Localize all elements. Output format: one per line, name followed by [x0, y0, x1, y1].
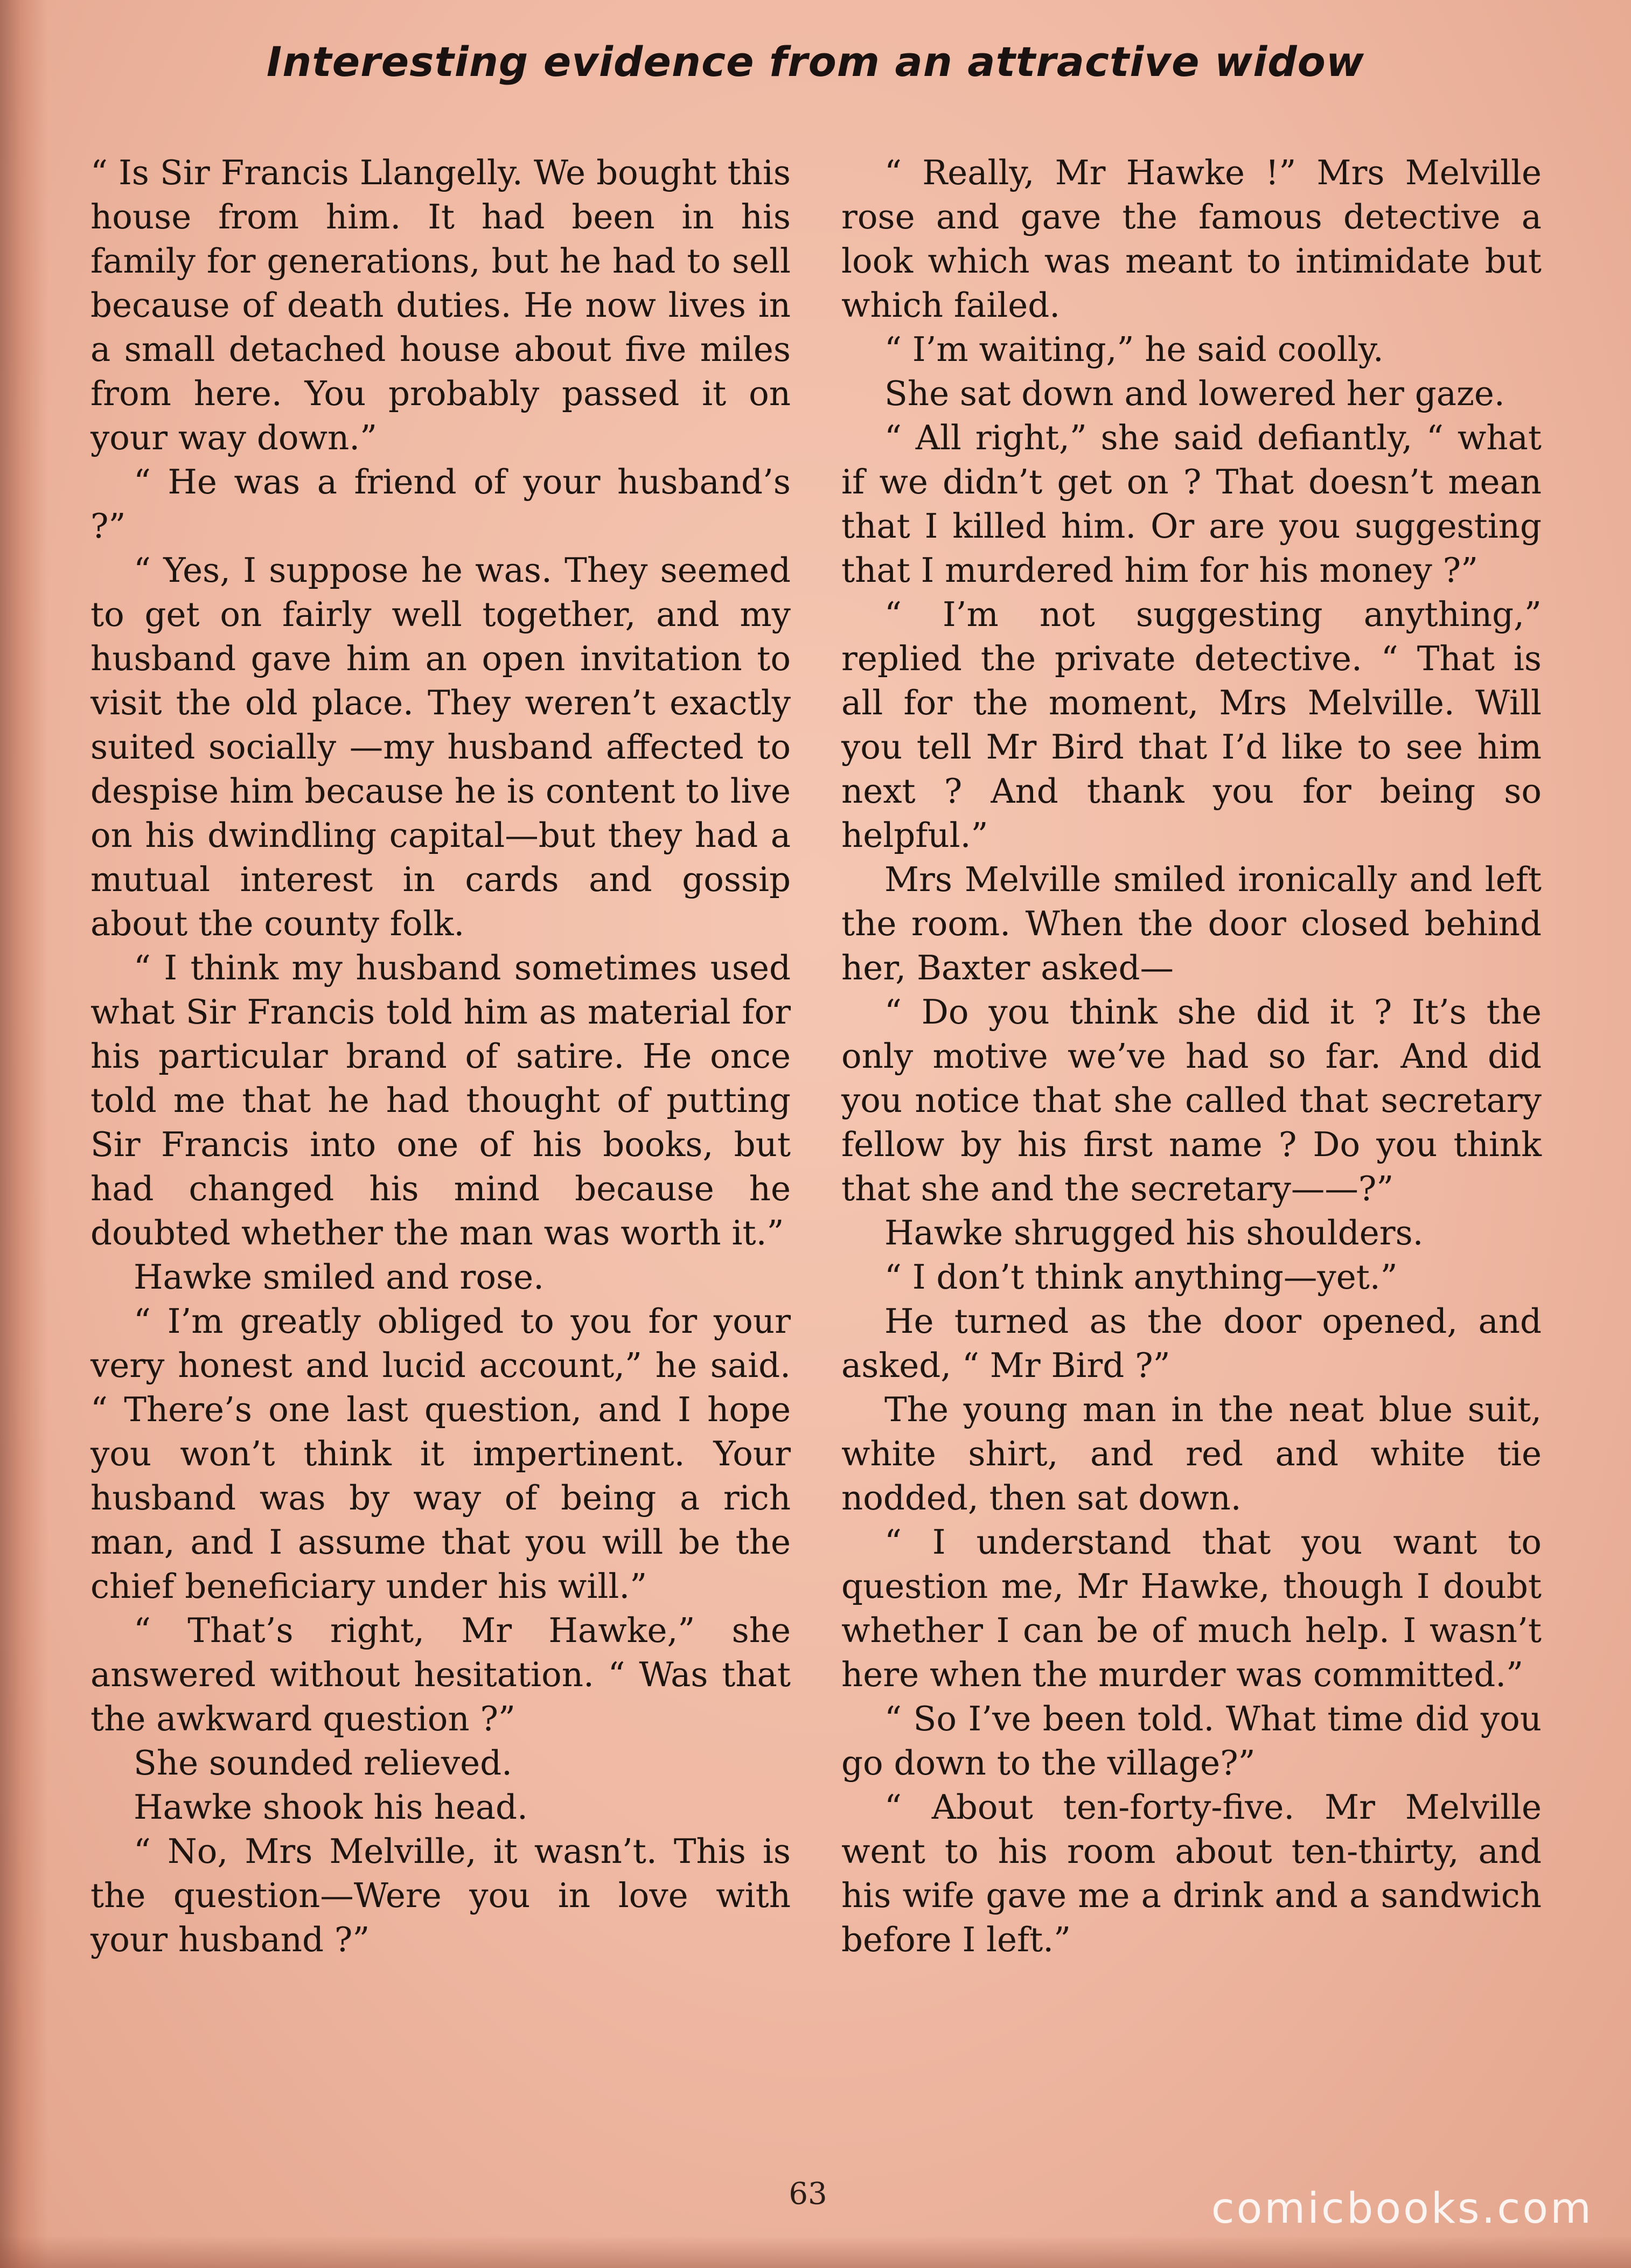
paragraph: “ I understand that you want to question me, Mr Hawke, though I doubt whether I can be of much help. I wasn’t here when the murder was committed.” — [841, 1522, 1542, 1694]
paragraph: Hawke shook his head. — [134, 1787, 528, 1827]
paragraph: “ Really, Mr Hawke !” Mrs Melville rose and gave the famous detective a look which was meant to intimidate but which failed. — [841, 153, 1542, 325]
paragraph: Hawke shrugged his shoulders. — [884, 1213, 1424, 1253]
page-number: 63 — [789, 2176, 827, 2211]
page-gutter-shadow — [0, 0, 48, 2268]
paragraph: “ Yes, I suppose he was. They seemed to get on fairly well together, and my husband gave him an open invitation to visit the old place. They weren’t exactly suited socially —my husband affected to despise him because he is content to live on his dwindling capital—but they had a mutual interest in cards and gossip about the county folk. — [90, 551, 791, 943]
paragraph: “ I’m not suggesting anything,” replied the private detective. “ That is all for the moment, Mrs Melville. Will you tell Mr Bird that I’d like to see him next ? And thank you for being so helpful.” — [841, 595, 1542, 855]
paragraph: “ Is Sir Francis Llangelly. We bought this house from him. It had been in his family for generations, but he had to sell because of death duties. He now lives in a small detached house about five miles from here. You probably passed it on your way down.” — [90, 153, 791, 457]
right-text-column — [841, 151, 1542, 1962]
paragraph: “ About ten-forty-five. Mr Melville went to his room about ten-thirty, and his wife gave me a drink and a sandwich before I left.” — [841, 1787, 1542, 1959]
paragraph: “ I’m greatly obliged to you for your very honest and lucid account,” he said. “ There’s one last question, and I hope you won’t think it impertinent. Your husband was by way of being a rich man, and I assume that you will be the chief beneficiary under his will.” — [90, 1302, 791, 1606]
paragraph: He turned as the door opened, and asked, “ Mr Bird ?” — [841, 1302, 1542, 1385]
watermark: comicbooks.com — [1211, 2184, 1593, 2233]
paragraph: She sat down and lowered her gaze. — [884, 374, 1505, 413]
paragraph: “ No, Mrs Melville, it wasn’t. This is the question—Were you in love with your husband ?” — [90, 1832, 791, 1959]
paragraph: “ He was a friend of your husband’s ?” — [90, 462, 791, 546]
paragraph: “ I don’t think anything—yet.” — [884, 1257, 1398, 1297]
paragraph: She sounded relieved. — [134, 1743, 513, 1783]
paragraph: “ I’m waiting,” he said coolly. — [884, 330, 1384, 369]
paragraph: Mrs Melville smiled ironically and left the room. When the door closed behind her, Baxter asked— — [841, 860, 1542, 987]
left-text-column — [90, 151, 791, 1962]
paragraph: “ All right,” she said defiantly, “ what if we didn’t get on ? That doesn’t mean that I killed him. Or are you suggesting that I murdered him for his money ?” — [841, 418, 1542, 590]
chapter-header: Interesting evidence from an attractive widow — [266, 38, 1365, 86]
paragraph: “ So I’ve been told. What time did you go down to the village?” — [841, 1699, 1542, 1783]
paragraph: “ That’s right, Mr Hawke,” she answered without hesitation. “ Was that the awkward question ?” — [90, 1611, 791, 1738]
paragraph: Hawke smiled and rose. — [134, 1257, 544, 1297]
paragraph: The young man in the neat blue suit, white shirt, and red and white tie nodded, then sat down. — [841, 1390, 1542, 1518]
paragraph: “ Do you think she did it ? It’s the only motive we’ve had so far. And did you notice that she called that secretary fellow by his first name ? Do you think that she and the secretary——?” — [841, 992, 1542, 1208]
page-bottom-shadow — [0, 2236, 1631, 2268]
paragraph: “ I think my husband sometimes used what Sir Francis told him as material for his particular brand of satire. He once told me that he had thought of putting Sir Francis into one of his books, but had changed his mind because he doubted whether the man was worth it.” — [90, 948, 791, 1253]
